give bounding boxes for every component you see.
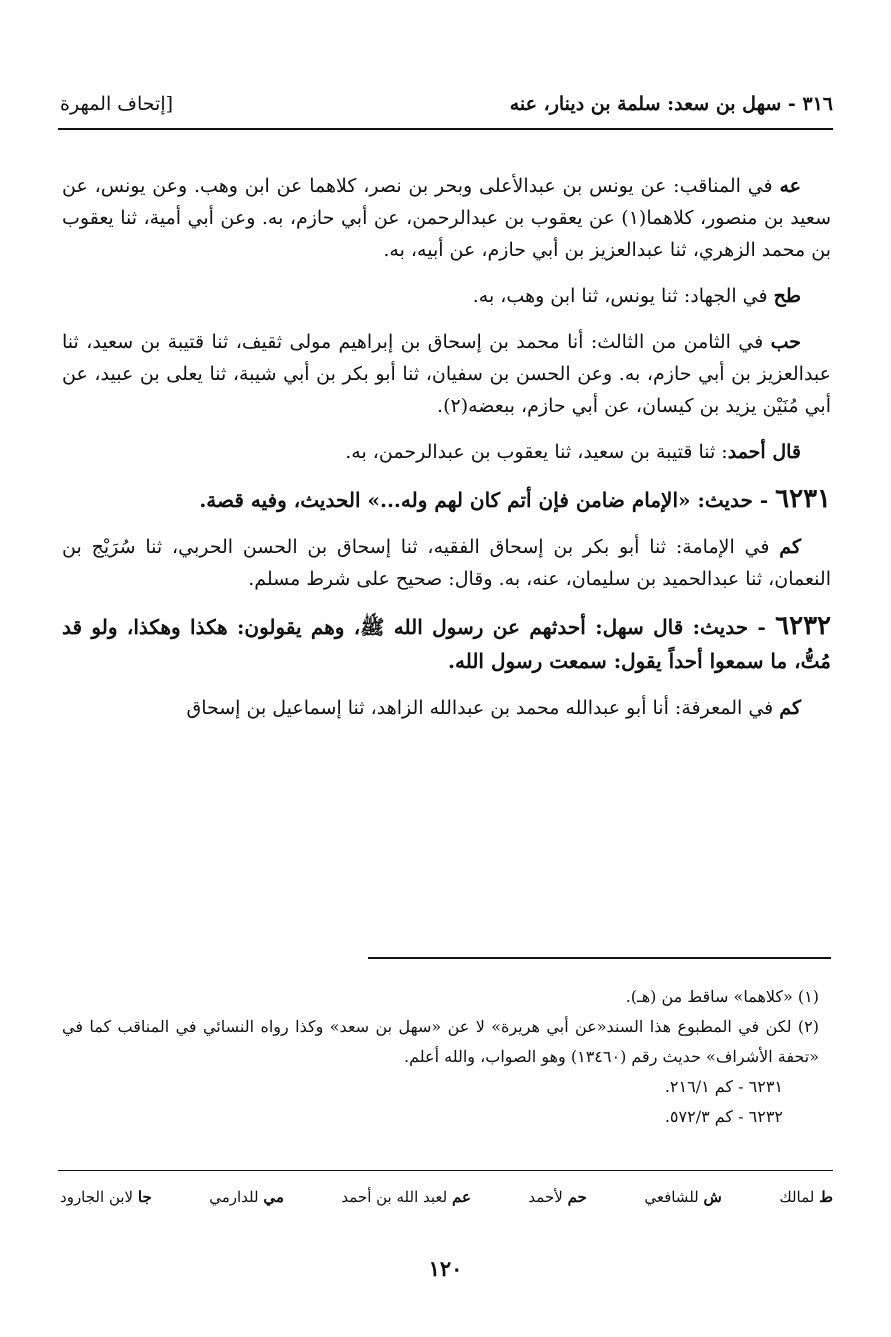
main-text (62, 170, 831, 738)
abbr-item: حم لأحمد (528, 1188, 587, 1206)
header-rule (58, 128, 833, 130)
paragraph-3 (62, 326, 831, 422)
source-code: كم (779, 536, 801, 558)
abbr-item: ط لمالك (779, 1188, 833, 1206)
hadith-text: - حديث: «الإمام ضامن فإن أتم كان لهم وله...» الحديث، وفيه قصة. (199, 488, 776, 512)
paragraph-4 (62, 436, 831, 468)
abbreviations-key (60, 1188, 833, 1206)
footnote-ref-6232: ٦٢٣٢ - كم ٥٧٢/٣. (664, 1107, 783, 1126)
hadith-6231 (62, 482, 831, 517)
paragraph-5 (62, 531, 831, 595)
footnote-1: (١) «كلاهما» ساقط من (هـ). (625, 987, 819, 1006)
footnote-ref-6231: ٦٢٣١ - كم ٢١٦/١. (664, 1077, 783, 1096)
footnotes (62, 982, 833, 1132)
hadith-number: ٦٢٣١ (775, 484, 831, 514)
source-code: قال أحمد (727, 441, 801, 463)
book-title: [إتحاف المهرة (60, 93, 174, 115)
paragraph-text: في المناقب: عن يونس بن عبدالأعلى وبحر بن نصر، كلاهما عن ابن وهب. وعن يونس، عن سعيد بن منصور، كلاهما(١) عن يعقوب بن عبدالرحمن، عن أبي حازم، به. وعن أبي أمية، ثنا يعقوب بن محمد الزهري، ثنا عبدالعزيز بن أبي حازم، عن أبيه، به. (62, 175, 831, 261)
paragraph-2 (62, 280, 831, 312)
abbr-item: ش للشافعي (644, 1188, 722, 1206)
hadith-6232 (62, 609, 831, 678)
paragraph-1 (62, 170, 831, 266)
paragraph-text: : ثنا قتيبة بن سعيد، ثنا يعقوب بن عبدالرحمن، به. (345, 441, 728, 463)
abbreviations-rule (58, 1170, 833, 1171)
hadith-number: ٦٢٣٢ (775, 611, 831, 641)
abbr-item: عم لعبد الله بن أحمد (341, 1188, 471, 1206)
running-header (60, 86, 833, 122)
source-code: طح (773, 285, 801, 307)
source-code: عه (779, 175, 801, 197)
paragraph-text: في المعرفة: أنا أبو عبدالله محمد بن عبدالله الزاهد، ثنا إسماعيل بن إسحاق (186, 697, 780, 719)
paragraph-6 (62, 692, 831, 724)
hadith-text: - حديث: قال سهل: أحدثهم عن رسول الله ﷺ، وهم يقولون: هكذا وهكذا، ولو قد مُتُّ، ما سمعوا أحداً يقول: سمعت رسول الله. (62, 615, 831, 673)
source-code: حب (770, 331, 801, 353)
abbr-item: جا لابن الجارود (60, 1188, 152, 1206)
page-number: ١٢٠ (428, 1256, 463, 1281)
chapter-title: ٣١٦ - سهل بن سعد: سلمة بن دينار، عنه (509, 93, 833, 115)
paragraph-text: في الإمامة: ثنا أبو بكر بن إسحاق الفقيه، ثنا إسحاق بن الحسن الحربي، ثنا سُرَيْج بن النعمان، ثنا عبدالحميد بن سليمان، عنه، به. وقال: صحيح على شرط مسلم. (62, 536, 831, 590)
paragraph-text: في الجهاد: ثنا يونس، ثنا ابن وهب، به. (472, 285, 774, 307)
footnote-rule (368, 957, 831, 959)
abbr-item: مي للدارمي (209, 1188, 284, 1206)
source-code: كم (779, 697, 801, 719)
footnote-2: (٢) لكن في المطبوع هذا السند«عن أبي هريرة» لا عن «سهل بن سعد» وكذا رواه النسائي في المناقب كما في «تحفة الأشراف» حديث رقم (١٣٤٦٠) وهو الصواب، والله أعلم. (62, 1017, 819, 1066)
paragraph-text: في الثامن من الثالث: أنا محمد بن إسحاق بن إبراهيم مولى ثقيف، ثنا قتيبة بن سعيد، ثنا عبدالعزيز بن أبي حازم، به. وعن الحسن بن سفيان، ثنا أبو بكر بن أبي شيبة، ثنا يعلى بن عبيد، عن أبي مُنَيْن يزيد بن كيسان، عن أبي حازم، ببعضه(٢). (62, 331, 831, 417)
